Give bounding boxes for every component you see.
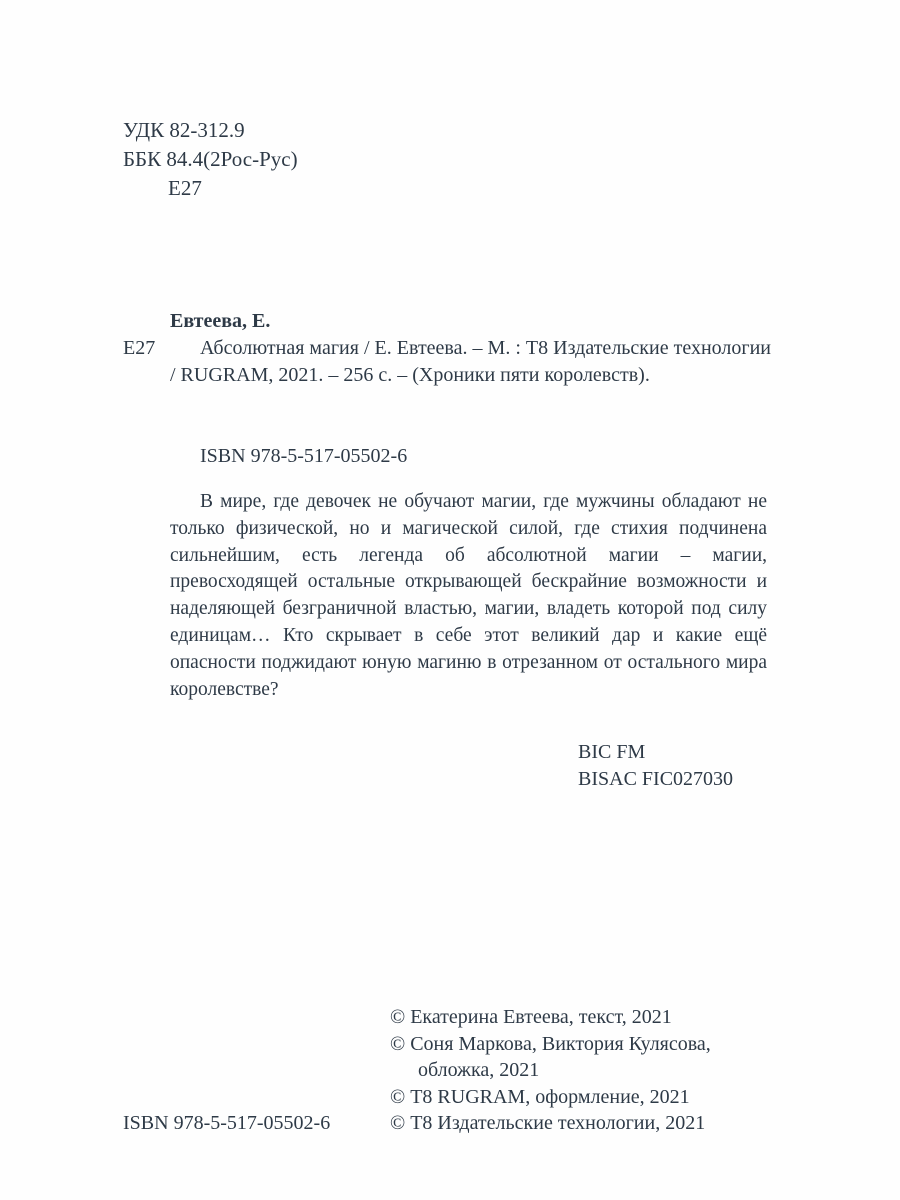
trade-classification-block	[578, 739, 733, 793]
author-name: Евтеева, Е.	[170, 310, 271, 332]
bibliographic-record	[123, 308, 771, 389]
bic-code: BIC FM	[578, 741, 646, 763]
isbn-top: ISBN 978-5-517-05502-6	[200, 445, 408, 467]
udc-line: УДК 82-312.9	[123, 118, 245, 142]
copyright-line: © Т8 RUGRAM, оформление, 2021	[390, 1085, 690, 1108]
copyright-line: © Екатерина Евтеева, текст, 2021	[390, 1006, 672, 1028]
biblio-entry: Абсолютная магия / Е. Евтеева. – М. : Т8 Издательские технологии / RUGRAM, 2021. – 256 с. – (Хроники пяти королевств).	[170, 337, 771, 386]
annotation-block	[123, 489, 767, 703]
bisac-code: BISAC FIC027030	[578, 768, 734, 790]
biblio-entry-wrap	[123, 335, 771, 389]
copyright-line: © Т8 Издательские технологии, 2021	[390, 1112, 706, 1134]
annotation-paragraph: В мире, где девочек не обучают магии, где мужчины обладают не только физической, но и магической силой, где стихия подчинена сильнейшим, есть легенда об абсолютной магии – магии, превосходящей остальные открывающей бескрайние возможности и наделяющей безграничной властью, магии, владеть которой под силу единицам… Кто скрывает в себе этот великий дар и какие ещё опасности поджидают юную магиню в отрезанном от остального мира королевстве?	[170, 491, 767, 700]
biblio-author-mark: Е27	[123, 337, 156, 359]
author-mark-line: Е27	[168, 176, 202, 200]
isbn-bottom: ISBN 978-5-517-05502-6	[123, 1112, 331, 1134]
bbk-line: ББК 84.4(2Рос-Рус)	[123, 147, 298, 171]
copyright-line: © Соня Маркова, Виктория Кулясова, обложка, 2021	[390, 1032, 711, 1081]
classification-block	[123, 116, 298, 203]
copyright-block	[390, 1004, 775, 1137]
